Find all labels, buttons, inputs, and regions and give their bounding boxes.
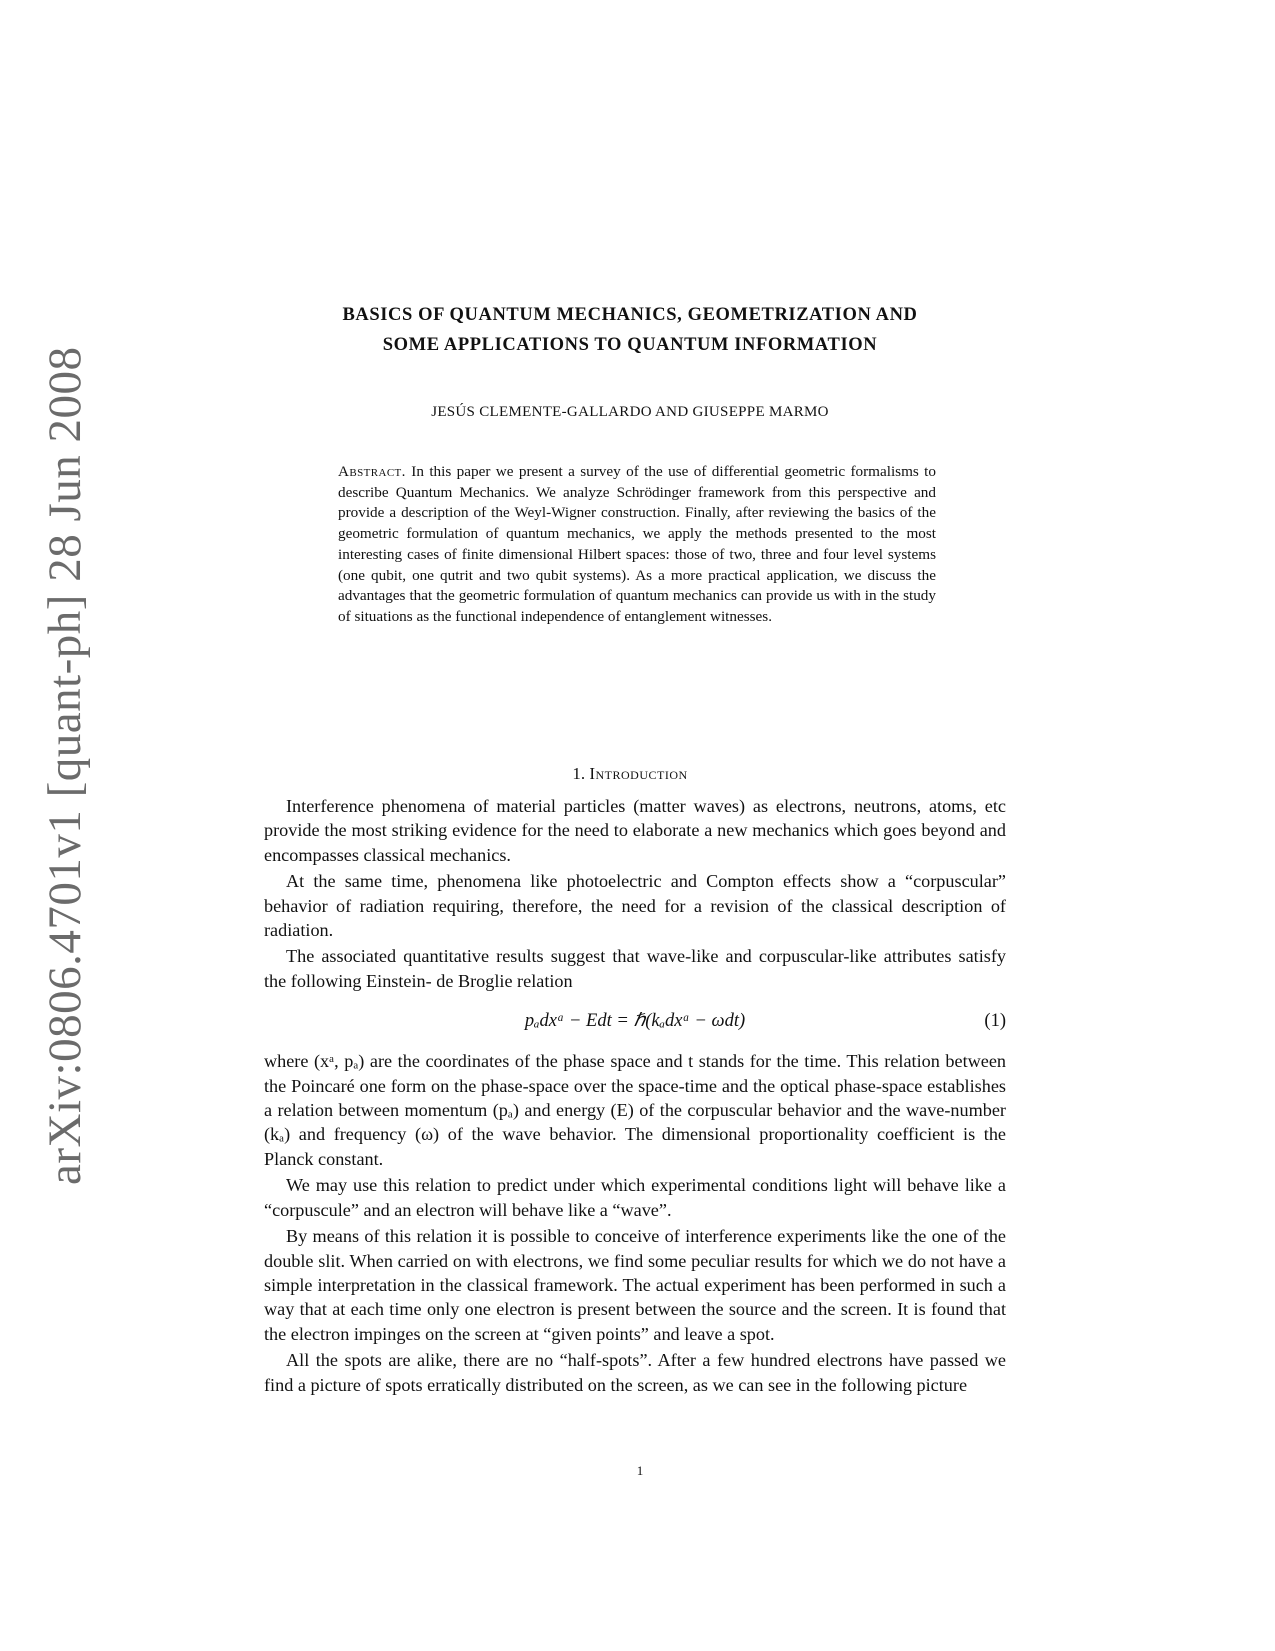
section-number: 1. <box>572 764 586 783</box>
title-line-1: BASICS OF QUANTUM MECHANICS, GEOMETRIZATION AND <box>342 305 918 325</box>
paragraph: At the same time, phenomena like photoelectric and Compton effects show a “corpuscular” behavior of radiation requiring, therefore, the need for a revision of the classical description of radiation. <box>264 871 1006 941</box>
equation-number: (1) <box>984 1011 1006 1032</box>
section-heading <box>230 764 1030 784</box>
paragraph: The associated quantitative results suggest that wave-like and corpuscular-like attributes satisfy the following Einstein- de Broglie relation <box>264 946 1006 991</box>
paper-title <box>230 300 1030 360</box>
authors: JESÚS CLEMENTE-GALLARDO AND GIUSEPPE MARMO <box>431 404 829 420</box>
paragraph: All the spots are alike, there are no “half-spots”. After a few hundred electrons have passed we find a picture of spots erratically distributed on the screen, as we can see in the following picture <box>264 1350 1006 1395</box>
abstract-label: Abstract. <box>338 463 406 480</box>
paragraph: where (xᵃ, pₐ) are the coordinates of the phase space and t stands for the time. This relation between the Poincaré one form on the phase-space over the space-time and the optical phase-space establishes a relation between momentum (pₐ) and energy (E) of the corpuscular behavior and the wave-number (kₐ) and frequency (ω) of the wave behavior. The dimensional proportionality coefficient is the Planck constant. <box>264 1051 1006 1169</box>
title-line-2: SOME APPLICATIONS TO QUANTUM INFORMATION <box>382 335 878 355</box>
body-text <box>264 794 1006 1397</box>
abstract-text: In this paper we present a survey of the use of differential geometric formalisms to describe Quantum Mechanics. We analyze Schrödinger framework from this perspective and provide a description of the Weyl-Wigner construction. Finally, after reviewing the basics of the geometric formulation of quantum mechanics, we apply the methods presented to the most interesting cases of finite dimensional Hilbert spaces: those of two, three and four level systems (one qubit, one qutrit and two qubit systems). As a more practical application, we discuss the advantages that the geometric formulation of quantum mechanics can provide us with in the study of situations as the functional independence of entanglement witnesses. <box>338 463 936 625</box>
paragraph: Interference phenomena of material particles (matter waves) as electrons, neutrons, atoms, etc provide the most striking evidence for the need to elaborate a new mechanics which goes beyond and encompasses classical mechanics. <box>264 796 1006 865</box>
section-title: Introduction <box>589 764 688 783</box>
equation-body: pₐdxᵃ − Edt = ℏ(kₐdxᵃ − ωdt) <box>524 1011 746 1032</box>
abstract <box>338 462 936 628</box>
page-number: 1 <box>636 1463 644 1478</box>
paragraph: We may use this relation to predict under which experimental conditions light will behave like a “corpuscule” and an electron will behave like a “wave”. <box>264 1175 1006 1220</box>
arxiv-identifier-stamp: arXiv:0806.4701v1 [quant-ph] 28 Jun 2008 <box>39 346 91 1185</box>
equation-1 <box>264 1001 1006 1041</box>
paragraph: By means of this relation it is possible to conceive of interference experiments like the one of the double slit. When carried on with electrons, we find some peculiar results for which we do not have a simple interpretation in the classical framework. The actual experiment has been performed in such a way that at each time only one electron is present between the source and the screen. It is found that the electron impinges on the screen at “given points” and leave a spot. <box>264 1226 1006 1344</box>
